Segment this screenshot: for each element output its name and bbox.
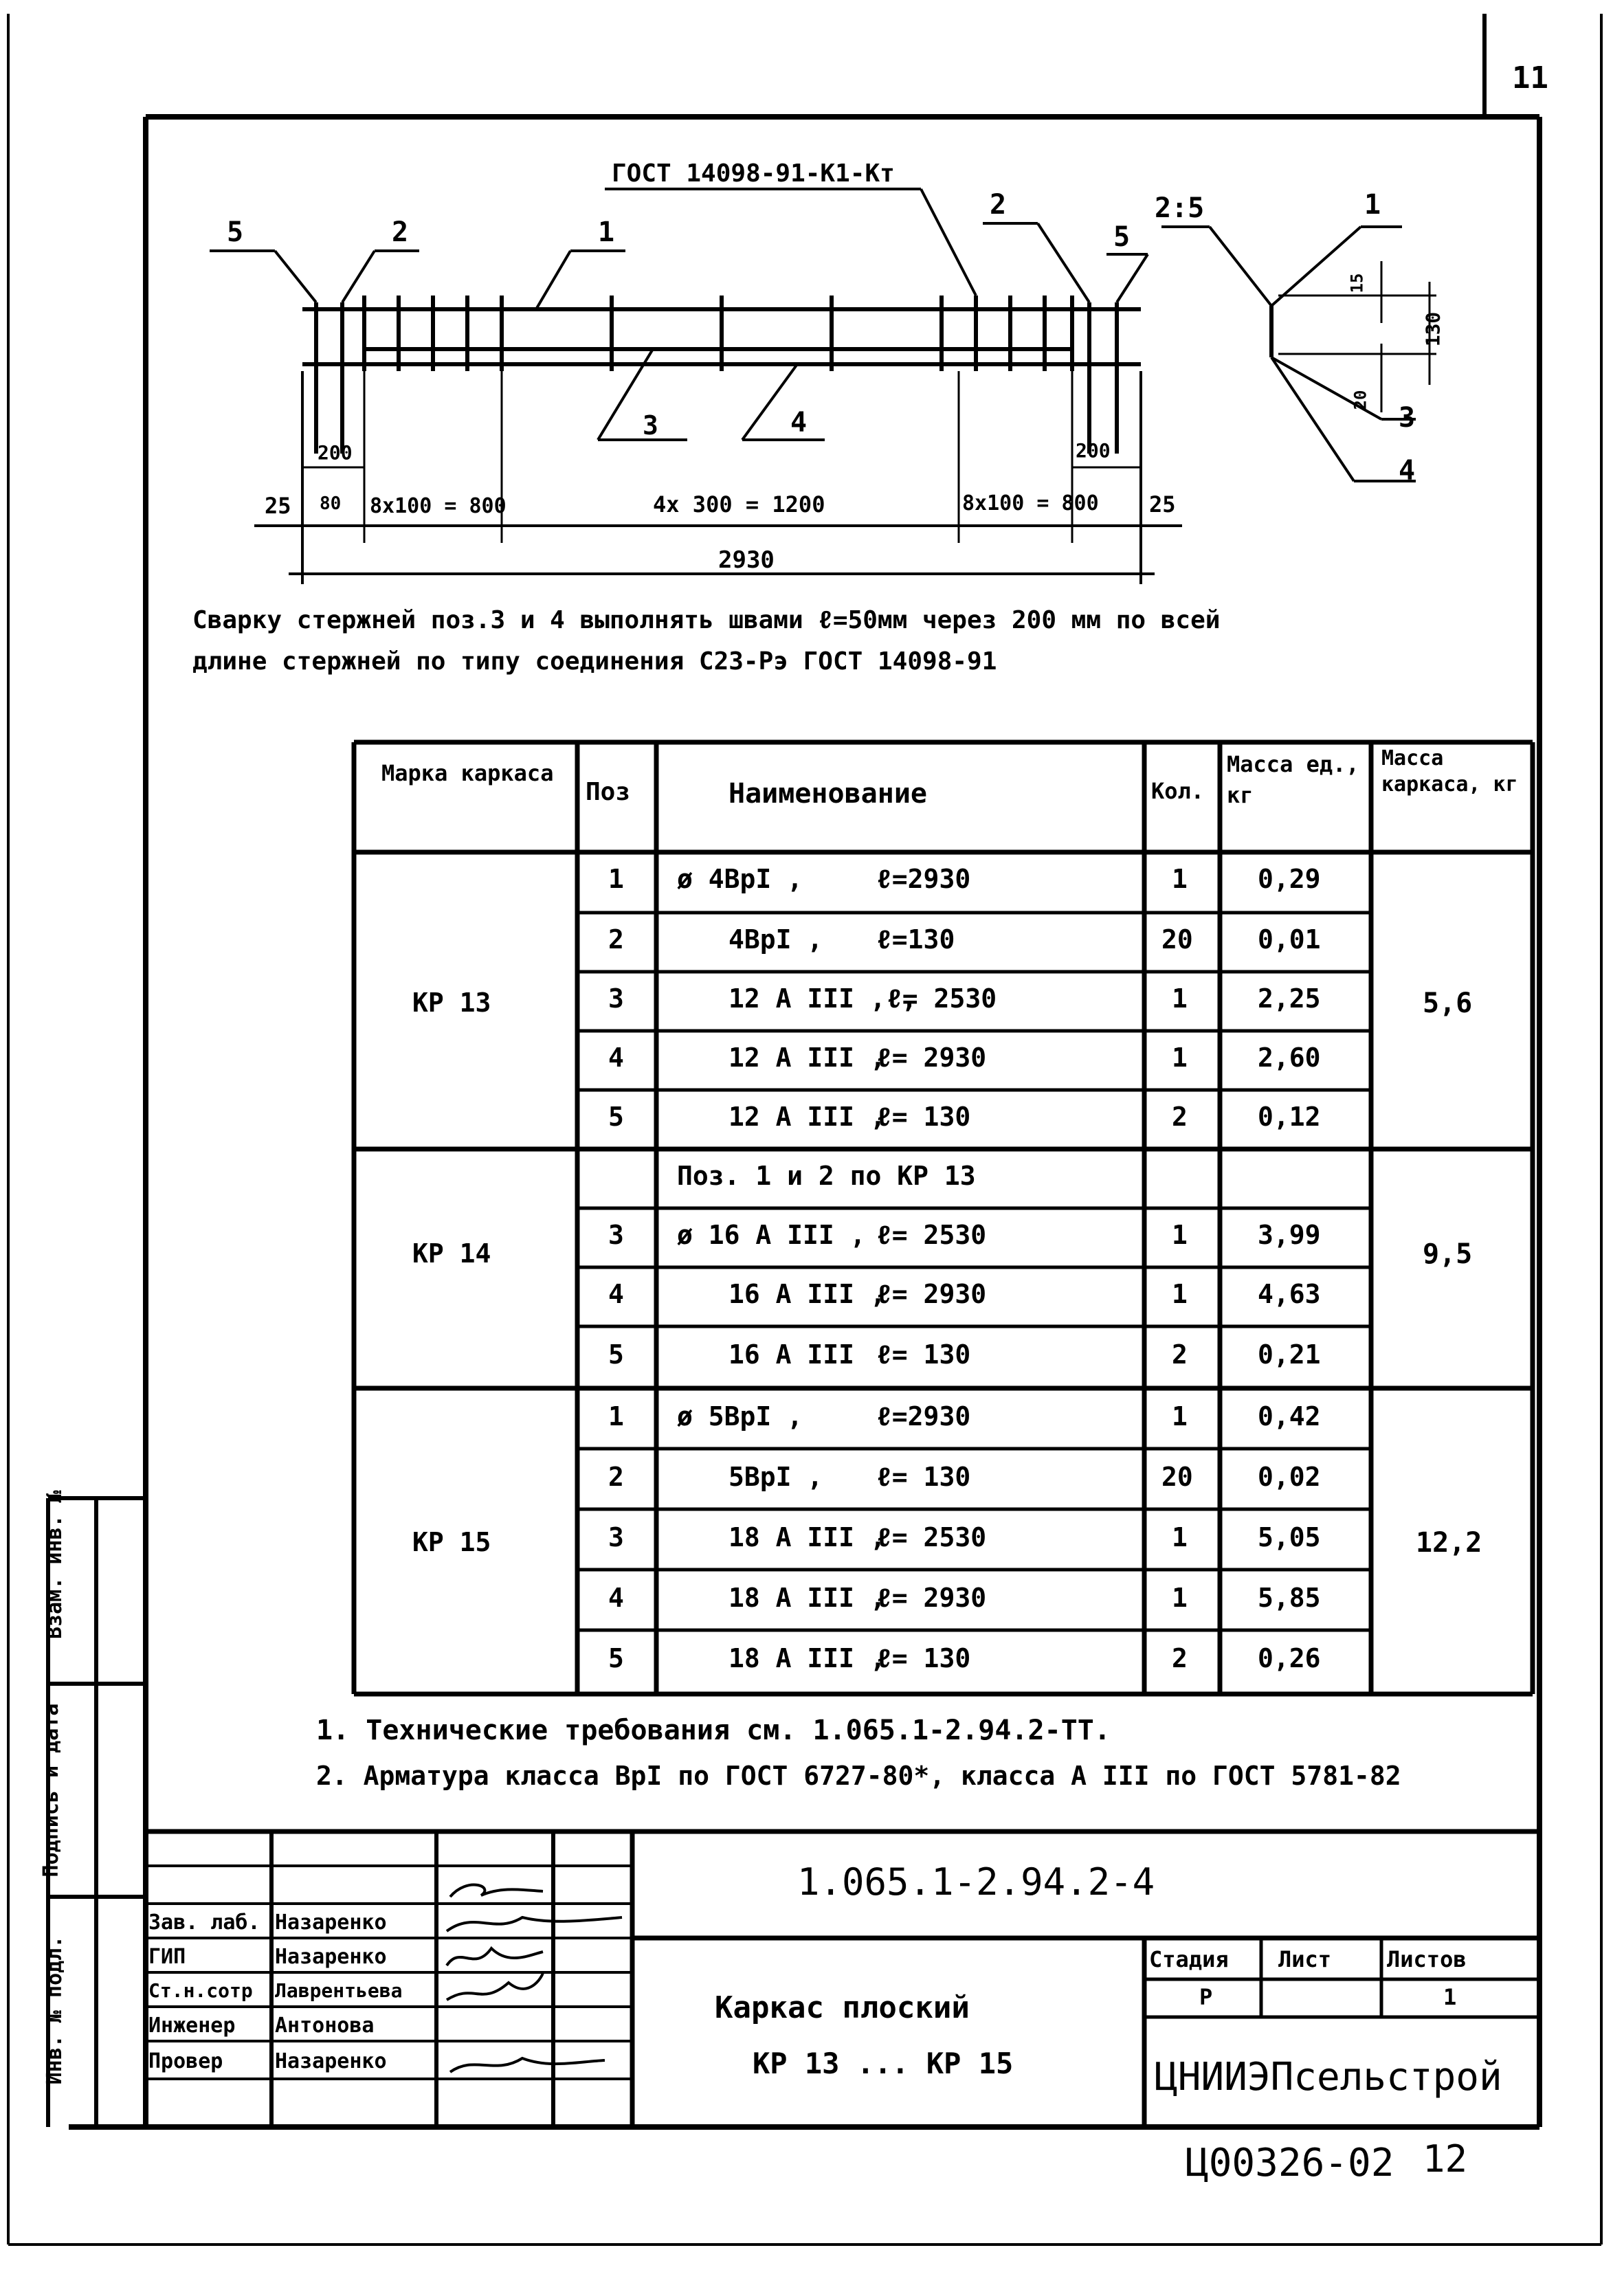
hdr-pos: Поз (586, 778, 631, 806)
cell-qty: 2 (1172, 1102, 1188, 1132)
archive-page: 12 (1423, 2137, 1468, 2181)
dim-200-right: 200 (1076, 439, 1111, 462)
mark-kr13: КР 13 (412, 988, 491, 1018)
cell-len: ℓ=130 (876, 924, 955, 955)
mass-kr13: 5,6 (1423, 988, 1473, 1019)
section-callout-3: 3 (1399, 402, 1416, 434)
cell-name: 4ВрI , (728, 924, 823, 955)
note-2: 2. Арматура класса ВрI по ГОСТ 6727-80*, класса А III по ГОСТ 5781-82 (316, 1761, 1401, 1791)
cell-mass: 2,25 (1258, 983, 1321, 1014)
section-scale: 2:5 (1155, 192, 1205, 224)
stamp-vzam-inv: Взам. инв. № (43, 1490, 67, 1639)
cell-mass: 0,26 (1258, 1643, 1321, 1673)
cell-pos: 4 (608, 1583, 624, 1613)
callout-5-right: 5 (1113, 221, 1131, 253)
cell-name: 18 А III , (728, 1643, 886, 1673)
cell-qty: 1 (1172, 983, 1188, 1014)
role-label: Зав. лаб. (148, 1911, 260, 1935)
cell-name: 16 А III , (728, 1279, 886, 1309)
sheets-value: 1 (1443, 1984, 1457, 2010)
cell-mass: 0,29 (1258, 864, 1321, 894)
cell-name: ø 5ВрI , (677, 1401, 803, 1432)
cell-qty: 1 (1172, 1401, 1188, 1432)
cell-len: ℓ= 2930 (876, 1583, 987, 1613)
mark-kr15: КР 15 (412, 1527, 491, 1557)
cell-len: ℓ= 130 (876, 1462, 971, 1492)
section-dim-20: 20 (1350, 390, 1370, 410)
hdr-frame-mass: Масса каркаса, кг (1381, 746, 1518, 797)
cell-pos: 5 (608, 1339, 624, 1370)
cell-pos: 5 (608, 1102, 624, 1132)
cell-name: 18 А III , (728, 1522, 886, 1552)
cell-mass: 2,60 (1258, 1043, 1321, 1073)
cell-mass: 0,21 (1258, 1339, 1321, 1370)
cell-name: 12 А III , (728, 1043, 886, 1073)
hdr-name: Наименование (728, 778, 927, 810)
cell-pos: 2 (608, 1462, 624, 1492)
section-callout-4: 4 (1399, 455, 1416, 487)
cell-name: Поз. 1 и 2 по КР 13 (677, 1161, 976, 1191)
cell-qty: 1 (1172, 1279, 1188, 1309)
cell-pos: 5 (608, 1643, 624, 1673)
stage-value: Р (1199, 1984, 1213, 2010)
cell-mass: 0,02 (1258, 1462, 1321, 1492)
signatures (447, 1885, 622, 2072)
cell-len: ℓ= 2530 (876, 1220, 987, 1250)
dim-8x100-left: 8х100 = 800 (370, 494, 507, 518)
role-label: Провер (148, 2049, 223, 2073)
mass-kr14: 9,5 (1423, 1238, 1473, 1270)
role-name: Назаренко (275, 1911, 387, 1935)
dim-25-left: 25 (265, 493, 291, 519)
cell-qty: 2 (1172, 1643, 1188, 1673)
note-1: 1. Технические требования см. 1.065.1-2.94.2-ТТ. (316, 1715, 1111, 1746)
cell-qty: 20 (1161, 924, 1193, 955)
cell-name: 18 А III , (728, 1583, 886, 1613)
cell-pos: 3 (608, 983, 624, 1014)
cell-qty: 1 (1172, 1220, 1188, 1250)
cell-len: ℓ=2930 (876, 864, 971, 894)
role-name: Антонова (275, 2014, 375, 2038)
title-line2: КР 13 ... КР 15 (753, 2047, 1014, 2080)
cell-mass: 0,42 (1258, 1401, 1321, 1432)
cell-len: ℓ= 2530 (887, 983, 997, 1014)
cell-name: 12 А III , (728, 1102, 886, 1132)
cell-pos: 4 (608, 1043, 624, 1073)
title-line1: Каркас плоский (715, 1990, 970, 2025)
dim-total: 2930 (718, 546, 775, 574)
dim-8x100-right: 8х100 = 800 (962, 491, 1099, 515)
role-name: Назаренко (275, 2049, 387, 2073)
gost-weld-label: ГОСТ 14098-91-К1-Кт (612, 159, 895, 188)
stamp-inv-podl: Инв. № подл. (43, 1935, 67, 2085)
cell-mass: 5,05 (1258, 1522, 1321, 1552)
cell-name: ø 4ВрI , (677, 864, 803, 894)
cell-len: ℓ= 2930 (876, 1279, 987, 1309)
role-name: Лаврентьева (275, 1979, 403, 2002)
cell-len: ℓ= 2930 (876, 1043, 987, 1073)
welding-note-line2: длине стержней по типу соединения С23-Рэ ГОСТ 14098-91 (192, 647, 997, 676)
cell-mass: 0,01 (1258, 924, 1321, 955)
stage-label: Стадия (1149, 1946, 1229, 1972)
section-dim-130: 130 (1421, 311, 1445, 347)
cell-pos: 3 (608, 1522, 624, 1552)
section-dim-15: 15 (1347, 273, 1367, 293)
cell-len: ℓ= 130 (876, 1643, 971, 1673)
cell-qty: 1 (1172, 1522, 1188, 1552)
dim-80: 80 (320, 493, 342, 514)
cell-len: ℓ= 2530 (876, 1522, 987, 1552)
sheet-label: Лист (1278, 1946, 1332, 1972)
cell-len: ℓ= 130 (876, 1339, 971, 1370)
cell-name: 5ВрI , (728, 1462, 823, 1492)
cell-len: ℓ= 130 (876, 1102, 971, 1132)
mass-kr15: 12,2 (1416, 1527, 1482, 1559)
cell-len: ℓ=2930 (876, 1401, 971, 1432)
sheets-label: Листов (1387, 1946, 1467, 1972)
dim-4x300: 4х 300 = 1200 (653, 491, 825, 517)
callout-2-right: 2 (990, 189, 1007, 221)
hdr-mark: Марка каркаса (381, 760, 554, 786)
cell-name: 12 А III , , (728, 983, 917, 1014)
role-label: ГИП (148, 1945, 186, 1969)
role-name: Назаренко (275, 1945, 387, 1969)
cell-pos: 3 (608, 1220, 624, 1250)
cell-pos: 1 (608, 864, 624, 894)
cell-qty: 1 (1172, 1583, 1188, 1613)
cell-name: 16 А III (728, 1339, 855, 1370)
hdr-unit-mass: Масса ед., кг (1227, 751, 1359, 808)
cell-name: ø 16 А III , (677, 1220, 866, 1250)
welding-note-line1: Сварку стержней поз.3 и 4 выполнять швами ℓ=50мм через 200 мм по всей (192, 606, 1221, 634)
callout-5-left: 5 (227, 216, 244, 248)
role-label: Ст.н.сотр (148, 1979, 253, 2002)
callout-3: 3 (643, 410, 658, 441)
dim-200-left: 200 (318, 441, 353, 464)
cell-mass: 3,99 (1258, 1220, 1321, 1250)
cell-mass: 4,63 (1258, 1279, 1321, 1309)
cell-pos: 4 (608, 1279, 624, 1309)
archive-code: Ц00326-02 (1186, 2141, 1394, 2185)
callout-4: 4 (790, 407, 808, 438)
stamp-podpis-data: Подпись и дата (39, 1703, 63, 1878)
section-callout-1: 1 (1364, 189, 1381, 221)
role-label: Инженер (148, 2014, 236, 2038)
cell-mass: 0,12 (1258, 1102, 1321, 1132)
cell-qty: 1 (1172, 864, 1188, 894)
cell-qty: 2 (1172, 1339, 1188, 1370)
mark-kr14: КР 14 (412, 1238, 491, 1269)
cell-qty: 20 (1161, 1462, 1193, 1492)
cell-pos: 1 (608, 1401, 624, 1432)
cell-pos: 2 (608, 924, 624, 955)
drawing-code: 1.065.1-2.94.2-4 (797, 1860, 1155, 1904)
sheet-number: 11 (1512, 60, 1548, 96)
callout-2-left: 2 (392, 216, 409, 248)
cell-qty: 1 (1172, 1043, 1188, 1073)
organization: ЦНИИЭПсельстрой (1155, 2055, 1502, 2100)
dim-25-right: 25 (1149, 491, 1176, 517)
callout-1: 1 (598, 216, 615, 248)
cell-mass: 5,85 (1258, 1583, 1321, 1613)
hdr-qty: Кол. (1151, 778, 1205, 804)
